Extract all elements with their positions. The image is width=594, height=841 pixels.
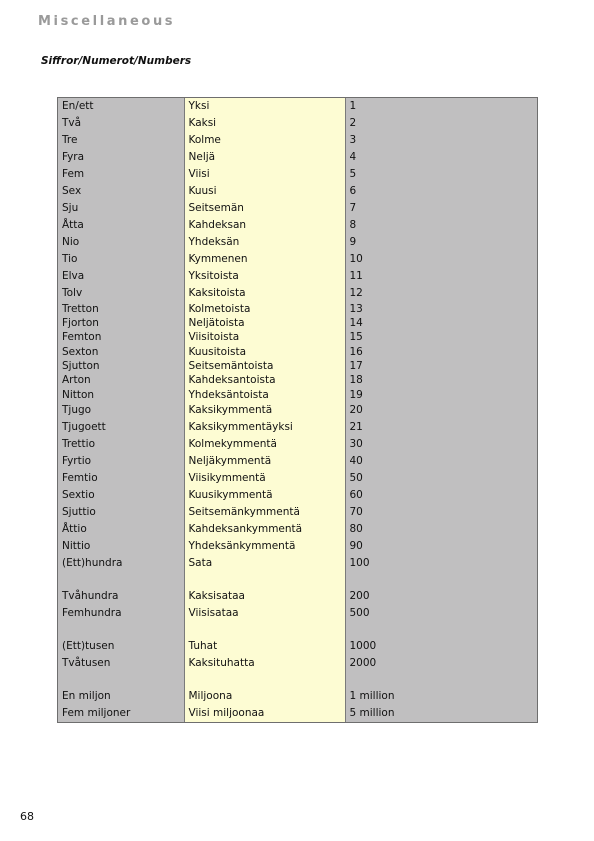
- finnish-cell: [184, 672, 345, 688]
- table-row: [58, 521, 537, 538]
- table-row: [58, 402, 537, 419]
- swedish-cell: Fyrtio: [58, 453, 184, 470]
- number-cell: 10: [345, 251, 537, 268]
- number-cell: 2000: [345, 655, 537, 672]
- swedish-cell: Femtio: [58, 470, 184, 487]
- number-cell: 50: [345, 470, 537, 487]
- finnish-cell: Kahdeksan: [184, 217, 345, 234]
- number-cell: 200: [345, 588, 537, 605]
- number-cell: 13: [345, 302, 537, 316]
- number-cell: 1000: [345, 638, 537, 655]
- page-subtitle: Siffror/Numerot/Numbers: [41, 55, 192, 67]
- number-cell: 5 million: [345, 705, 537, 722]
- swedish-cell: Fem miljoner: [58, 705, 184, 722]
- number-cell: 3: [345, 132, 537, 149]
- finnish-cell: Kaksituhatta: [184, 655, 345, 672]
- finnish-cell: Kaksi: [184, 115, 345, 132]
- finnish-cell: Kolmekymmentä: [184, 436, 345, 453]
- number-cell: 2: [345, 115, 537, 132]
- number-cell: [345, 622, 537, 638]
- swedish-cell: Tretton: [58, 302, 184, 316]
- finnish-cell: Miljoona: [184, 688, 345, 705]
- swedish-cell: Sex: [58, 183, 184, 200]
- finnish-cell: Kolmetoista: [184, 302, 345, 316]
- finnish-cell: Viisikymmentä: [184, 470, 345, 487]
- table-row: [58, 331, 537, 345]
- table-row: [58, 217, 537, 234]
- table-row: [58, 638, 537, 655]
- table-row: [58, 234, 537, 251]
- finnish-cell: Kuusi: [184, 183, 345, 200]
- table-row: [58, 688, 537, 705]
- table-row: [58, 388, 537, 402]
- table-row: [58, 555, 537, 572]
- number-cell: 500: [345, 605, 537, 622]
- swedish-cell: Trettio: [58, 436, 184, 453]
- number-cell: [345, 672, 537, 688]
- swedish-cell: Sextio: [58, 487, 184, 504]
- finnish-cell: Yhdeksänkymmentä: [184, 538, 345, 555]
- swedish-cell: Arton: [58, 373, 184, 387]
- swedish-cell: Tolv: [58, 285, 184, 302]
- number-cell: 17: [345, 359, 537, 373]
- table-row: [58, 166, 537, 183]
- table-row: [58, 588, 537, 605]
- finnish-cell: Viisisataa: [184, 605, 345, 622]
- finnish-cell: Viisi miljoonaa: [184, 705, 345, 722]
- table-spacer-row: [58, 622, 537, 638]
- table-row: [58, 359, 537, 373]
- number-cell: 6: [345, 183, 537, 200]
- number-cell: 90: [345, 538, 537, 555]
- number-cell: 5: [345, 166, 537, 183]
- finnish-cell: Viisi: [184, 166, 345, 183]
- finnish-cell: Kaksikymmentäyksi: [184, 419, 345, 436]
- finnish-cell: Yksi: [184, 98, 345, 115]
- number-cell: 18: [345, 373, 537, 387]
- finnish-cell: Kahdeksantoista: [184, 373, 345, 387]
- swedish-cell: Elva: [58, 268, 184, 285]
- table-row: [58, 453, 537, 470]
- swedish-cell: Tvåhundra: [58, 588, 184, 605]
- swedish-cell: En/ett: [58, 98, 184, 115]
- swedish-cell: Fyra: [58, 149, 184, 166]
- swedish-cell: (Ett)tusen: [58, 638, 184, 655]
- number-cell: 40: [345, 453, 537, 470]
- finnish-cell: [184, 572, 345, 588]
- table-row: [58, 200, 537, 217]
- swedish-cell: Sju: [58, 200, 184, 217]
- finnish-cell: Tuhat: [184, 638, 345, 655]
- swedish-cell: [58, 622, 184, 638]
- swedish-cell: [58, 672, 184, 688]
- table-row: [58, 132, 537, 149]
- number-cell: [345, 572, 537, 588]
- finnish-cell: Kahdeksankymmentä: [184, 521, 345, 538]
- swedish-cell: Nittio: [58, 538, 184, 555]
- finnish-cell: Neljäkymmentä: [184, 453, 345, 470]
- swedish-cell: Tjugoett: [58, 419, 184, 436]
- table-row: [58, 98, 537, 115]
- table-row: [58, 605, 537, 622]
- table-row: [58, 538, 537, 555]
- swedish-cell: Femton: [58, 331, 184, 345]
- swedish-cell: Nitton: [58, 388, 184, 402]
- numbers-table: [58, 98, 537, 722]
- finnish-cell: Seitsemäntoista: [184, 359, 345, 373]
- swedish-cell: Tio: [58, 251, 184, 268]
- number-cell: 80: [345, 521, 537, 538]
- table-row: [58, 373, 537, 387]
- table-row: [58, 149, 537, 166]
- finnish-cell: Kolme: [184, 132, 345, 149]
- table-row: [58, 316, 537, 330]
- finnish-cell: Seitsemänkymmentä: [184, 504, 345, 521]
- swedish-cell: Åtta: [58, 217, 184, 234]
- table-row: [58, 470, 537, 487]
- swedish-cell: [58, 572, 184, 588]
- number-cell: 19: [345, 388, 537, 402]
- table-spacer-row: [58, 672, 537, 688]
- number-cell: 4: [345, 149, 537, 166]
- finnish-cell: Kymmenen: [184, 251, 345, 268]
- number-cell: 1 million: [345, 688, 537, 705]
- table-row: [58, 115, 537, 132]
- numbers-table-body: [58, 98, 537, 722]
- number-cell: 21: [345, 419, 537, 436]
- number-cell: 9: [345, 234, 537, 251]
- swedish-cell: Sjutton: [58, 359, 184, 373]
- table-row: [58, 419, 537, 436]
- swedish-cell: En miljon: [58, 688, 184, 705]
- page-number: 68: [20, 810, 34, 823]
- number-cell: 8: [345, 217, 537, 234]
- number-cell: 14: [345, 316, 537, 330]
- number-cell: 7: [345, 200, 537, 217]
- swedish-cell: Tvåtusen: [58, 655, 184, 672]
- number-cell: 12: [345, 285, 537, 302]
- finnish-cell: Kaksikymmentä: [184, 402, 345, 419]
- table-row: [58, 285, 537, 302]
- table-row: [58, 504, 537, 521]
- table-row: [58, 345, 537, 359]
- swedish-cell: Sexton: [58, 345, 184, 359]
- swedish-cell: Nio: [58, 234, 184, 251]
- table-row: [58, 183, 537, 200]
- table-row: [58, 268, 537, 285]
- finnish-cell: Seitsemän: [184, 200, 345, 217]
- number-cell: 1: [345, 98, 537, 115]
- finnish-cell: [184, 622, 345, 638]
- swedish-cell: Femhundra: [58, 605, 184, 622]
- number-cell: 20: [345, 402, 537, 419]
- number-cell: 100: [345, 555, 537, 572]
- finnish-cell: Yhdeksän: [184, 234, 345, 251]
- finnish-cell: Yksitoista: [184, 268, 345, 285]
- finnish-cell: Kaksitoista: [184, 285, 345, 302]
- table-spacer-row: [58, 572, 537, 588]
- table-row: [58, 655, 537, 672]
- swedish-cell: Fem: [58, 166, 184, 183]
- table-row: [58, 436, 537, 453]
- finnish-cell: Kuusitoista: [184, 345, 345, 359]
- swedish-cell: Två: [58, 115, 184, 132]
- finnish-cell: Neljä: [184, 149, 345, 166]
- swedish-cell: (Ett)hundra: [58, 555, 184, 572]
- finnish-cell: Neljätoista: [184, 316, 345, 330]
- table-row: [58, 705, 537, 722]
- number-cell: 11: [345, 268, 537, 285]
- number-cell: 30: [345, 436, 537, 453]
- number-cell: 16: [345, 345, 537, 359]
- swedish-cell: Tjugo: [58, 402, 184, 419]
- finnish-cell: Kuusikymmentä: [184, 487, 345, 504]
- section-title: Miscellaneous: [38, 14, 176, 29]
- swedish-cell: Åttio: [58, 521, 184, 538]
- swedish-cell: Fjorton: [58, 316, 184, 330]
- table-row: [58, 487, 537, 504]
- finnish-cell: Yhdeksäntoista: [184, 388, 345, 402]
- finnish-cell: Viisitoista: [184, 331, 345, 345]
- number-cell: 15: [345, 331, 537, 345]
- table-row: [58, 251, 537, 268]
- number-cell: 60: [345, 487, 537, 504]
- table-row: [58, 302, 537, 316]
- swedish-cell: Sjuttio: [58, 504, 184, 521]
- finnish-cell: Kaksisataa: [184, 588, 345, 605]
- number-cell: 70: [345, 504, 537, 521]
- swedish-cell: Tre: [58, 132, 184, 149]
- finnish-cell: Sata: [184, 555, 345, 572]
